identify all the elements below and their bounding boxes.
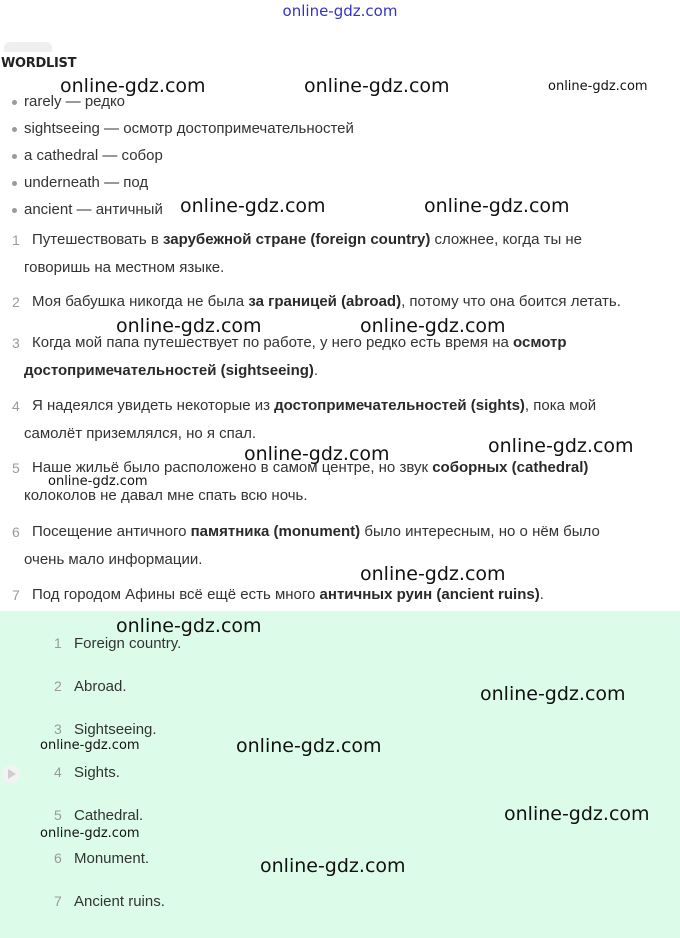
wordlist-item: sightseeing — осмотр достопримечательностей (10, 119, 354, 146)
sentence-3: 3 Когда мой папа путешествует по работе, у него редко есть время на осмотр достопримечательностей (sightseeing). (0, 329, 676, 385)
watermark: online-gdz.com (40, 826, 140, 841)
watermark: online-gdz.com (40, 738, 140, 753)
watermark: online-gdz.com (180, 195, 326, 217)
top-tab (4, 42, 52, 52)
sentence-2: 2 Моя бабушка никогда не была за границей (abroad), потому что она боится летать. (0, 288, 676, 316)
sentence-5: 5 Наше жильё было расположено в самом центре, но звук соборных (cathedral) колоколов не давал мне спать всю ночь. (0, 454, 676, 510)
bullet-icon (12, 127, 17, 132)
watermark: online-gdz.com (48, 474, 148, 489)
watermark: online-gdz.com (304, 75, 450, 97)
watermark: online-gdz.com (244, 443, 390, 465)
watermark: online-gdz.com (488, 435, 634, 457)
sentence-number: 7 (12, 587, 20, 603)
sentence-number: 3 (12, 335, 20, 351)
wordlist-item: ancient — античный (10, 200, 354, 227)
sentence-1: 1 Путешествовать в зарубежной стране (foreign country) сложнее, когда ты не говоришь на местном языке. (0, 226, 676, 282)
sentence-number: 6 (12, 524, 20, 540)
bullet-icon (12, 100, 17, 105)
wordlist-title: WORDLIST (1, 56, 77, 71)
wordlist-item: a cathedral — собор (10, 146, 354, 173)
watermark: online-gdz.com (424, 195, 570, 217)
watermark: online-gdz.com (360, 563, 506, 585)
sentence-4: 4 Я надеялся увидеть некоторые из достопримечательностей (sights), пока мой самолёт приземлялся, но я спал. (0, 392, 676, 448)
sentence-number: 4 (12, 398, 20, 414)
bullet-icon (12, 154, 17, 159)
header-url: online-gdz.com (282, 2, 398, 20)
sentence-number: 1 (12, 232, 20, 248)
watermark: online-gdz.com (548, 79, 648, 94)
watermark: online-gdz.com (116, 315, 262, 337)
wordlist-item: underneath — под (10, 173, 354, 200)
watermark: online-gdz.com (236, 735, 382, 757)
wordlist-item: rarely — редко (10, 92, 354, 119)
bullet-icon (12, 208, 17, 213)
watermark: online-gdz.com (60, 75, 206, 97)
play-icon[interactable] (2, 765, 20, 783)
sentence-6: 6 Посещение античного памятника (monument) было интересным, но о нём было очень мало информации. (0, 518, 676, 574)
sentence-7: 7 Под городом Афины всё ещё есть много античных руин (ancient ruins). (0, 581, 676, 609)
watermark: online-gdz.com (260, 855, 406, 877)
watermark: online-gdz.com (480, 683, 626, 705)
watermark: online-gdz.com (504, 803, 650, 825)
sentence-number: 5 (12, 460, 20, 476)
sentence-number: 2 (12, 294, 20, 310)
answers-panel: 1 Foreign country. 2 Abroad. 3 Sightseeing. 4 Sights. 5 Cathedral. 6 Monument. 7 Ancient ruins. (0, 611, 680, 938)
watermark: online-gdz.com (360, 315, 506, 337)
bullet-icon (12, 181, 17, 186)
watermark: online-gdz.com (116, 615, 262, 637)
